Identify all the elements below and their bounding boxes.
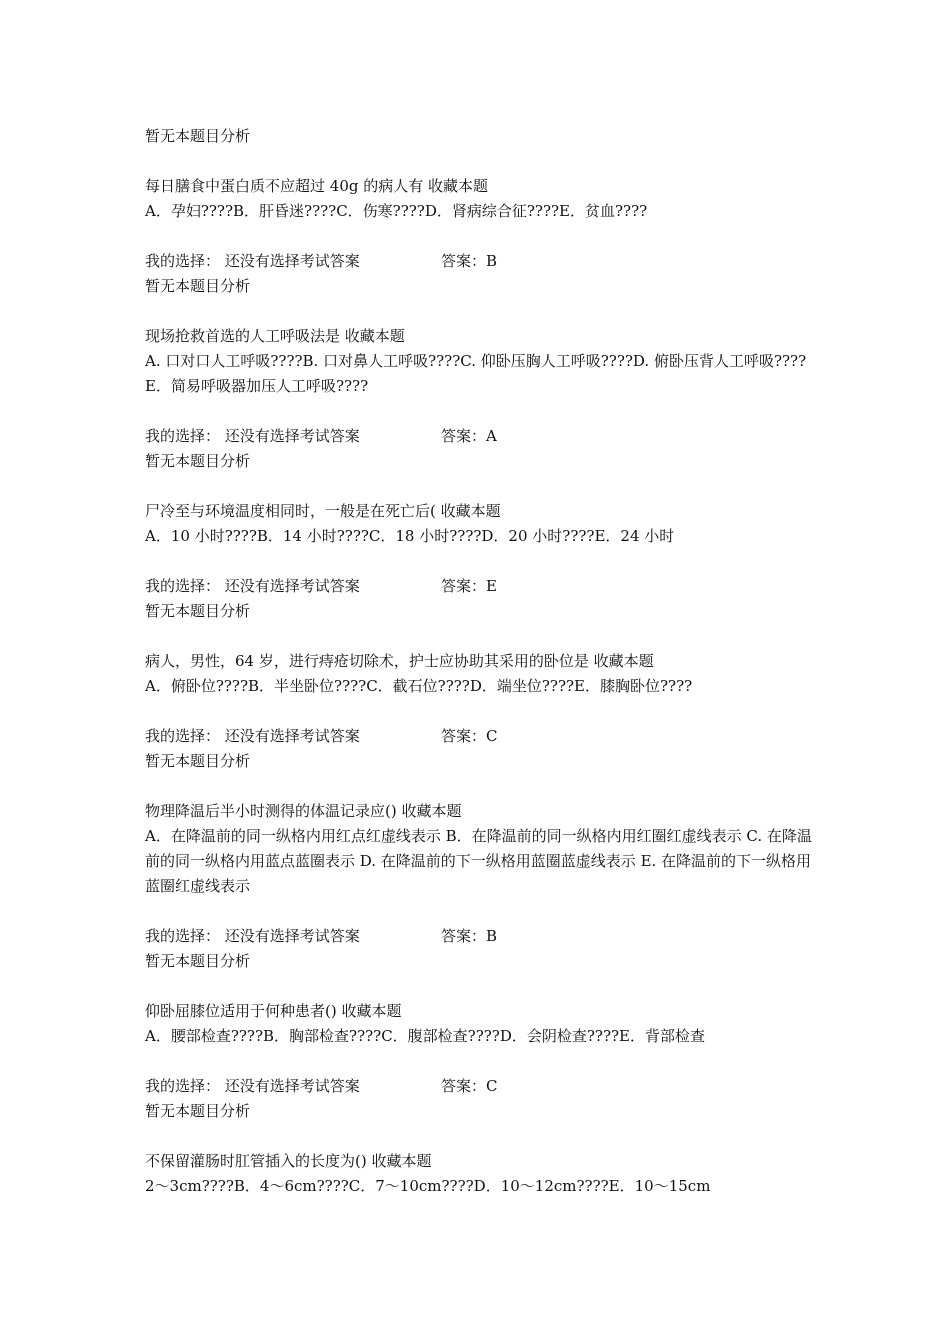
question-options: A．孕妇????B．肝昏迷????C．伤寒????D．肾病综合征????E．贫血???? — [145, 202, 648, 220]
my-choice-text: 我的选择： 还没有选择考试答案 — [145, 252, 360, 270]
question-options: A. 口对口人工呼吸????B. 口对鼻人工呼吸????C. 仰卧压胸人工呼吸????D. 俯卧压背人工呼吸????E．简易呼吸器加压人工呼吸???? — [145, 352, 807, 395]
my-choice-text: 我的选择： 还没有选择考试答案 — [145, 1077, 360, 1095]
analysis-text: 暂无本题目分析 — [145, 127, 251, 145]
question-block — [145, 649, 815, 774]
answer-text: 答案：C — [441, 727, 498, 745]
document-page — [145, 124, 815, 1199]
question-options: A．俯卧位????B．半坐卧位????C．截石位????D．端坐位????E．膝胸卧位???? — [145, 677, 693, 695]
answer-text: 答案：E — [441, 577, 497, 595]
choice-row — [145, 724, 815, 749]
choice-row — [145, 249, 815, 274]
question-stem: 尸冷至与环境温度相同时，一般是在死亡后( 收藏本题 — [145, 502, 501, 520]
my-choice-text: 我的选择： 还没有选择考试答案 — [145, 427, 360, 445]
question-stem: 仰卧屈膝位适用于何种患者() 收藏本题 — [145, 1002, 402, 1020]
choice-row — [145, 574, 815, 599]
analysis-text: 暂无本题目分析 — [145, 1102, 251, 1120]
answer-text: 答案：C — [441, 1077, 498, 1095]
question-options: A．在降温前的同一纵格内用红点红虚线表示 B．在降温前的同一纵格内用红圈红虚线表示 C. 在降温前的同一纵格内用蓝点蓝圈表示 D. 在降温前的下一纵格用蓝圈蓝虚线表示 E. 在降温前的下一纵格用蓝圈红虚线表示 — [145, 827, 812, 895]
question-stem: 每日膳食中蛋白质不应超过 40g 的病人有 收藏本题 — [145, 177, 488, 195]
question-options: A．腰部检查????B．胸部检查????C．腹部检查????D．会阴检查????E．背部检查 — [145, 1027, 705, 1045]
question-block — [145, 174, 815, 299]
question-block — [145, 499, 815, 624]
analysis-text: 暂无本题目分析 — [145, 752, 251, 770]
analysis-text: 暂无本题目分析 — [145, 952, 251, 970]
question-block — [145, 324, 815, 474]
analysis-text: 暂无本题目分析 — [145, 452, 251, 470]
my-choice-text: 我的选择： 还没有选择考试答案 — [145, 727, 360, 745]
question-block — [145, 799, 815, 974]
answer-text: 答案：B — [441, 927, 498, 945]
my-choice-text: 我的选择： 还没有选择考试答案 — [145, 577, 360, 595]
question-options: 2～3cm????B．4～6cm????C．7～10cm????D．10～12cm????E．10～15cm — [145, 1177, 711, 1195]
question-stem: 物理降温后半小时测得的体温记录应() 收藏本题 — [145, 802, 462, 820]
question-stem: 现场抢救首选的人工呼吸法是 收藏本题 — [145, 327, 405, 345]
my-choice-text: 我的选择： 还没有选择考试答案 — [145, 927, 360, 945]
analysis-text: 暂无本题目分析 — [145, 277, 251, 295]
question-block — [145, 999, 815, 1124]
answer-text: 答案：B — [441, 252, 498, 270]
analysis-text: 暂无本题目分析 — [145, 602, 251, 620]
answer-text: 答案：A — [441, 427, 497, 445]
question-options: A．10 小时????B．14 小时????C．18 小时????D．20 小时????E．24 小时 — [145, 527, 675, 545]
choice-row — [145, 1074, 815, 1099]
choice-row — [145, 924, 815, 949]
question-block — [145, 1149, 815, 1199]
question-stem: 病人，男性，64 岁，进行痔疮切除术，护士应协助其采用的卧位是 收藏本题 — [145, 652, 654, 670]
choice-row — [145, 424, 815, 449]
question-stem: 不保留灌肠时肛管插入的长度为() 收藏本题 — [145, 1152, 432, 1170]
